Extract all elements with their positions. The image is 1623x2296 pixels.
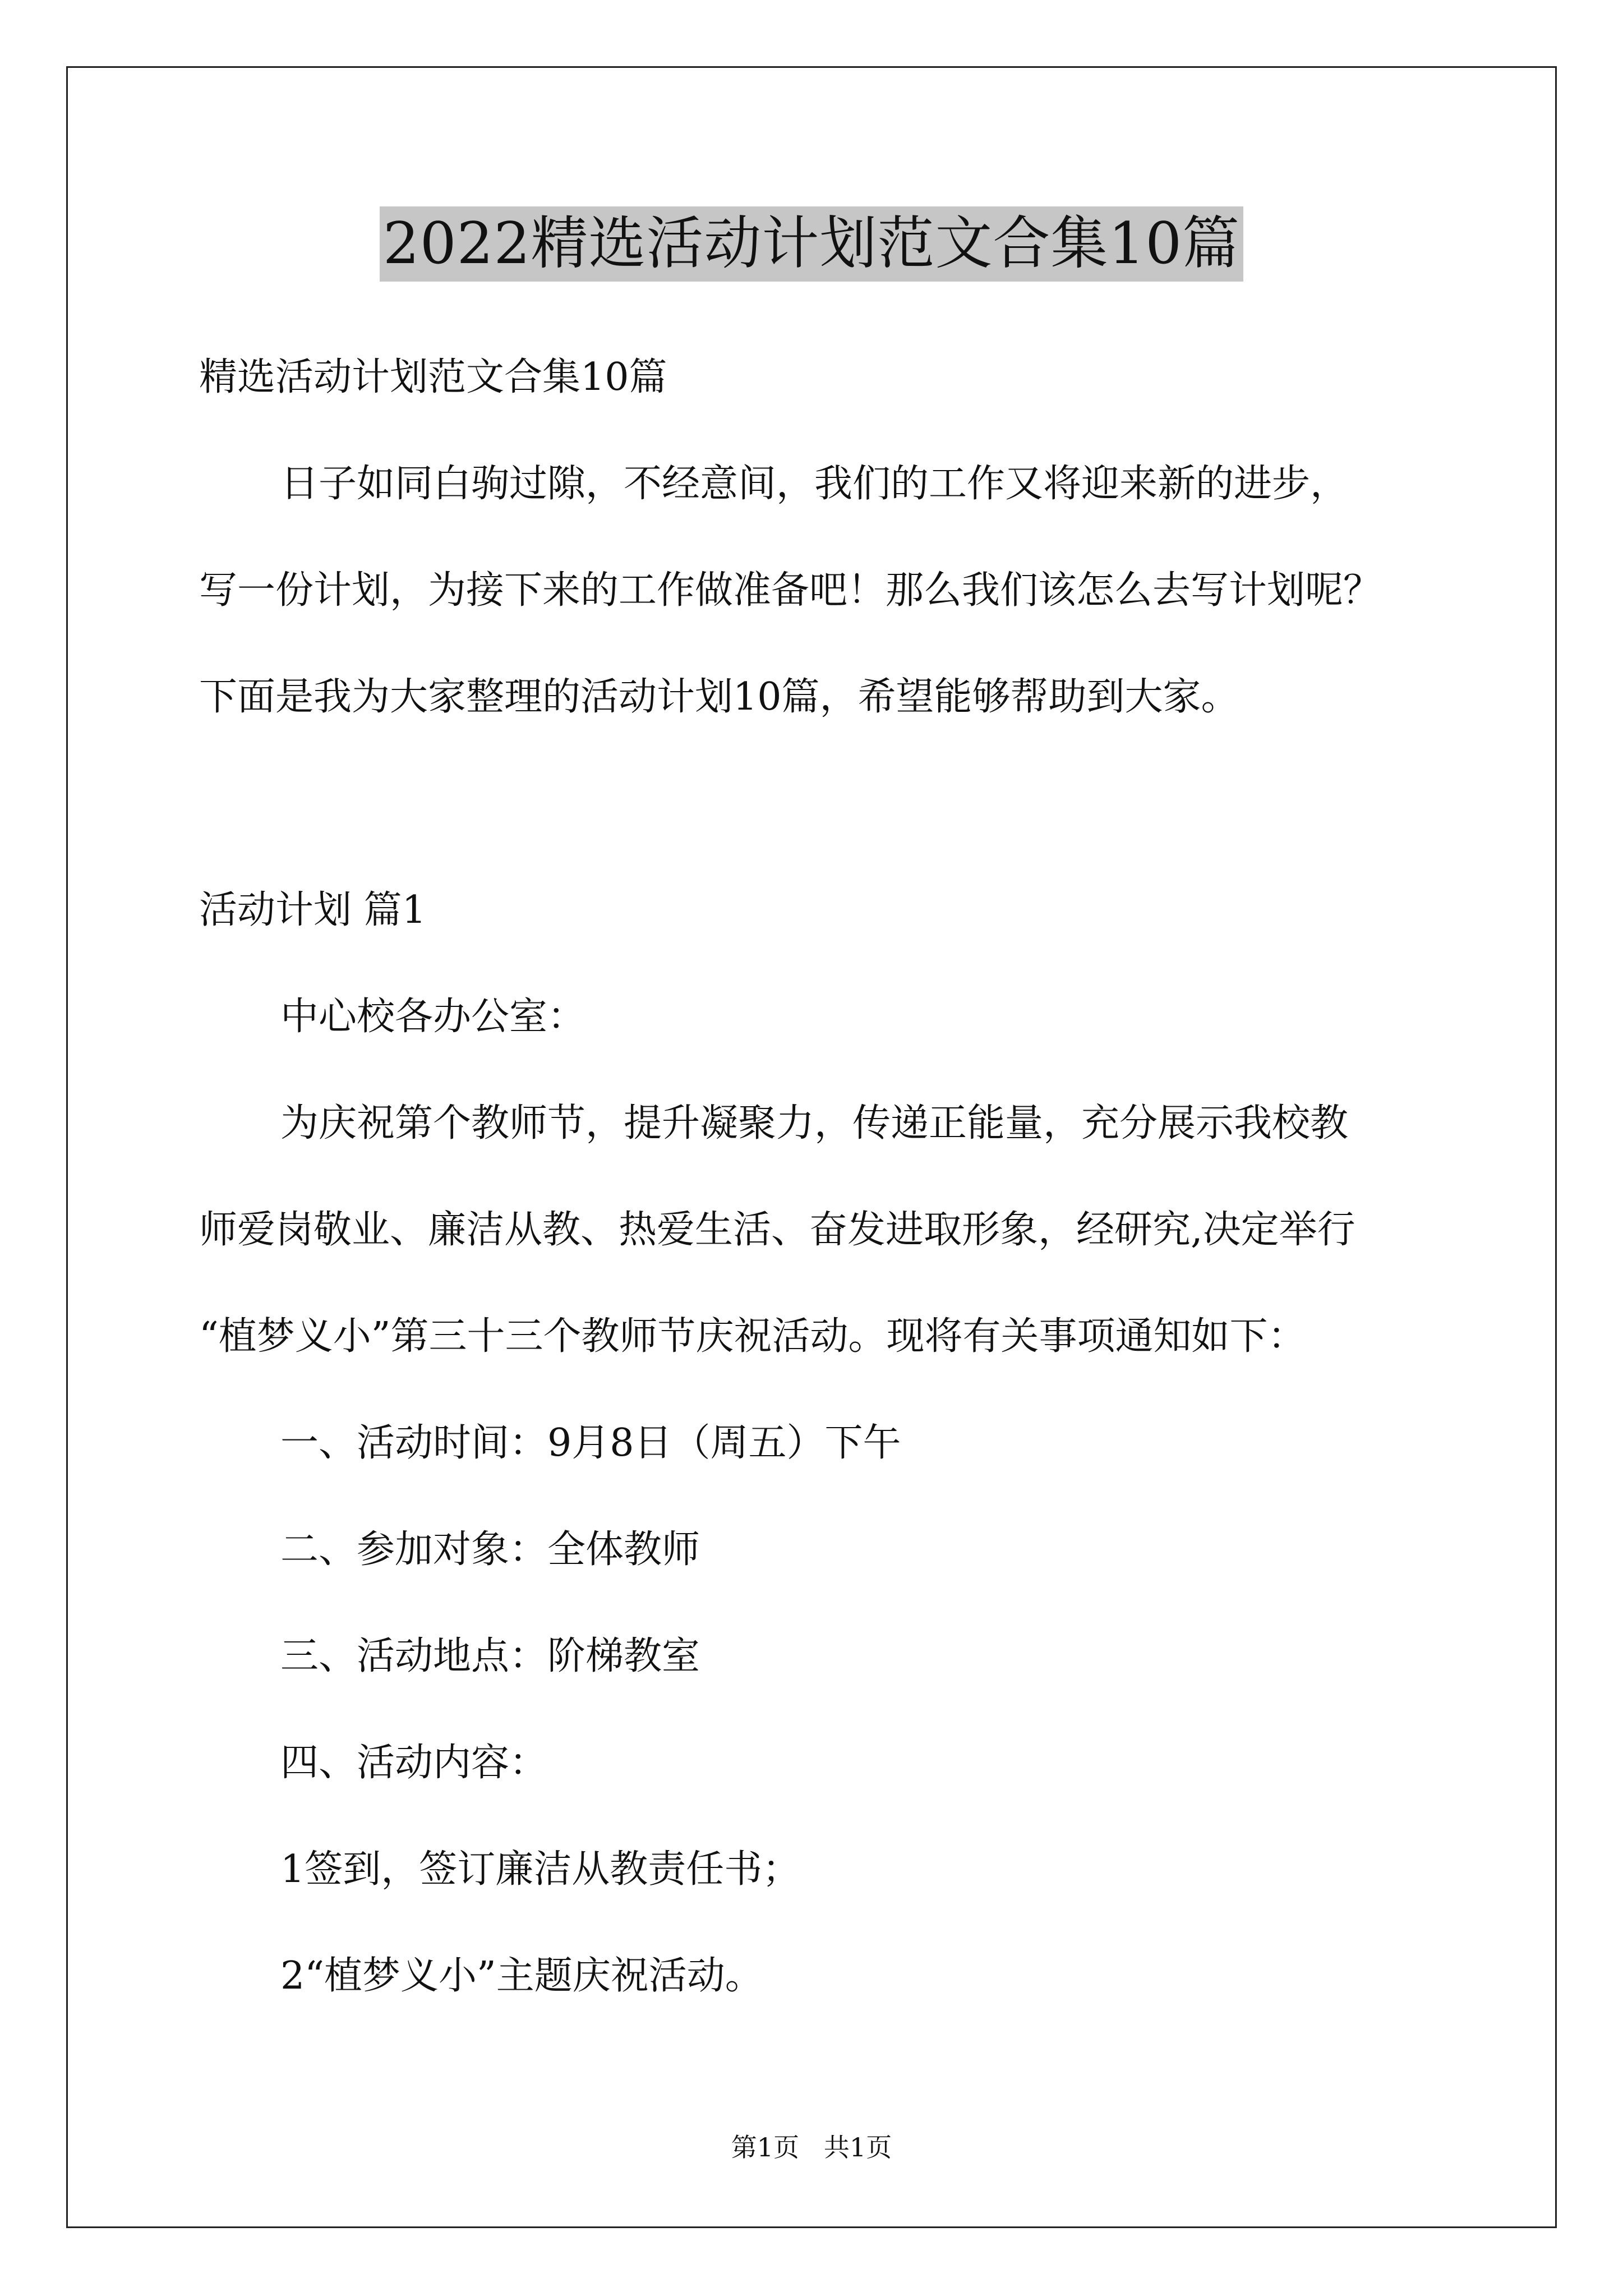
section-heading: 活动计划 篇1 (199, 888, 426, 932)
page-footer: 第1页 共1页 (731, 2132, 892, 2162)
item-content-heading: 四、活动内容： (280, 1741, 548, 1785)
title-container (0, 206, 1623, 282)
salutation: 中心校各办公室： (280, 995, 586, 1039)
body-line-3: “植梦义小”第三十三个教师节庆祝活动。现将有关事项通知如下： (199, 1314, 1306, 1359)
intro-line-1: 日子如同白驹过隙，不经意间，我们的工作又将迎来新的进步， (280, 462, 1349, 506)
item-time: 一、活动时间：9月8日（周五）下午 (280, 1421, 901, 1465)
body-line-1: 为庆祝第个教师节，提升凝聚力，传递正能量，充分展示我校教 (280, 1101, 1349, 1145)
item-participants: 二、参加对象：全体教师 (280, 1527, 700, 1572)
document-title: 2022精选活动计划范文合集10篇 (380, 206, 1243, 282)
body-line-2: 师爱岗敬业、廉洁从教、热爱生活、奋发进取形象，经研究,决定举行 (199, 1208, 1355, 1252)
item-location: 三、活动地点：阶梯教室 (280, 1634, 700, 1678)
intro-line-2: 写一份计划，为接下来的工作做准备吧！那么我们该怎么去写计划呢？ (199, 568, 1382, 613)
item-content-2: 2“植梦义小”主题庆祝活动。 (280, 1954, 763, 1998)
item-content-1: 1签到，签订廉洁从教责任书； (280, 1847, 801, 1892)
intro-line-3: 下面是我为大家整理的活动计划10篇，希望能够帮助到大家。 (199, 675, 1239, 719)
subtitle: 精选活动计划范文合集10篇 (199, 355, 667, 399)
